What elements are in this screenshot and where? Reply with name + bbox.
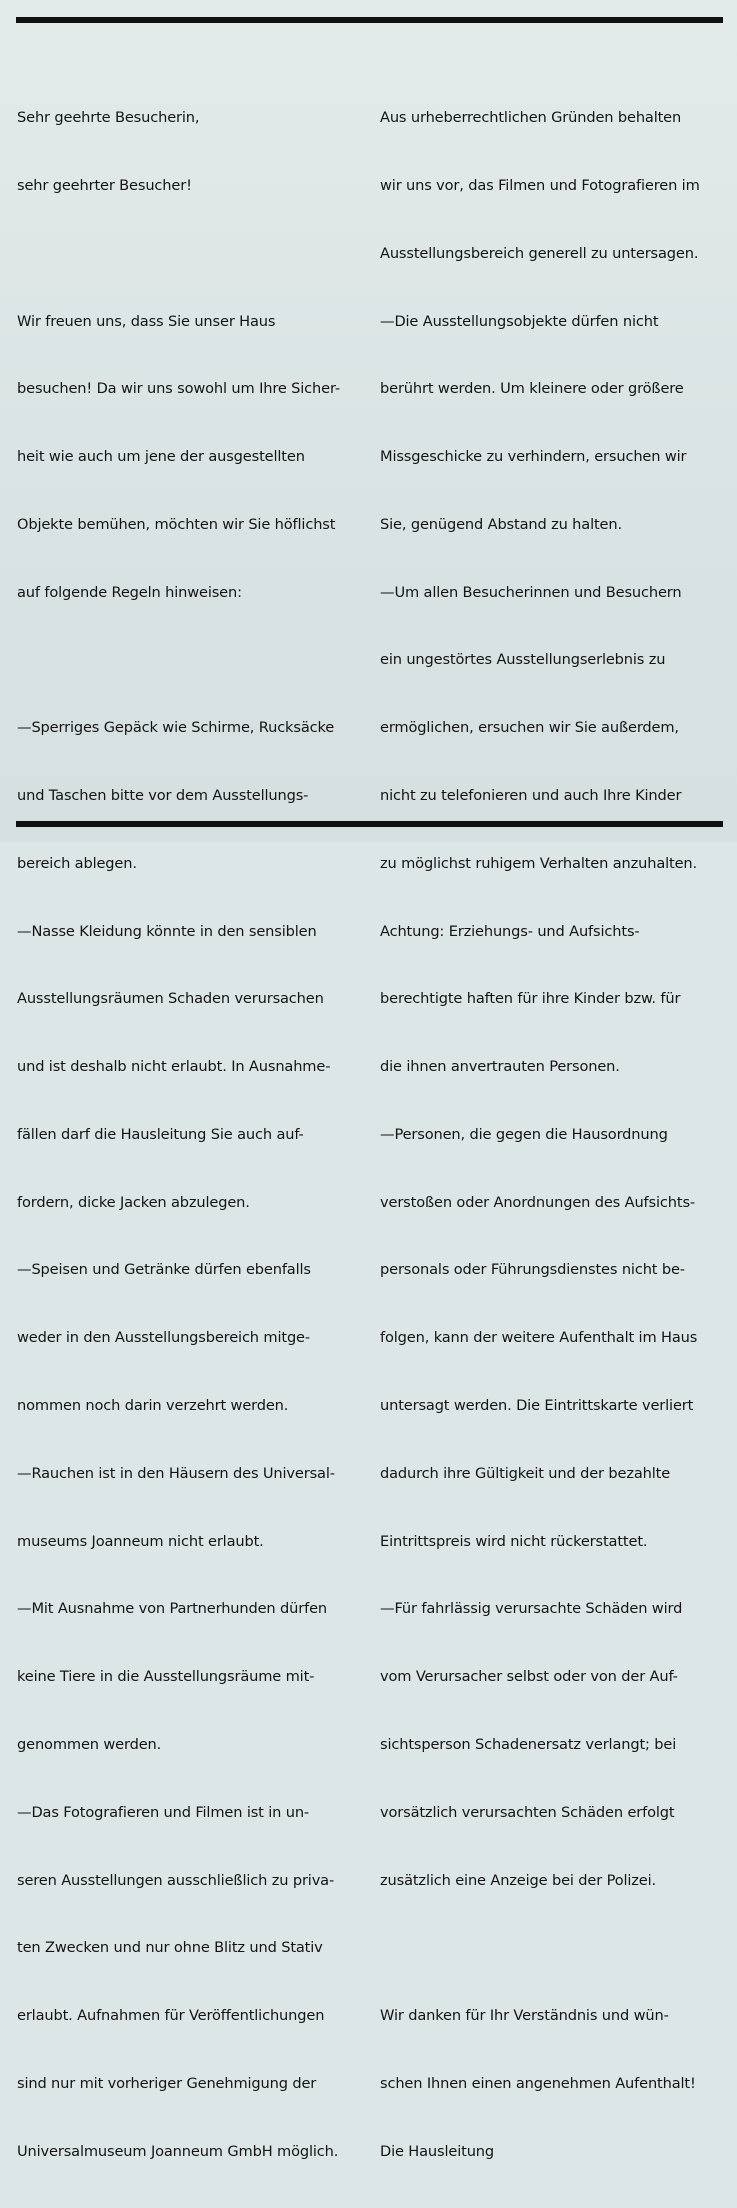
text-line: —Um allen Besucherinnen und Besuchern bbox=[380, 583, 682, 601]
text-line: auf folgende Regeln hinweisen: bbox=[17, 583, 242, 601]
top-divider bbox=[16, 17, 723, 23]
text-line bbox=[17, 649, 367, 672]
text-line: —Rauchen ist in den Häusern des Universal- bbox=[17, 1464, 335, 1482]
text-line: sichtsperson Schadenersatz verlangt; bei bbox=[380, 1735, 677, 1753]
text-line: berührt werden. Um kleinere oder größere bbox=[380, 380, 684, 398]
text-line: vom Verursacher selbst oder von der Auf- bbox=[380, 1668, 678, 1686]
text-line: Achtung: Erziehungs- und Aufsichts- bbox=[380, 922, 640, 940]
text-line: verstoßen oder Anordnungen des Aufsichts- bbox=[380, 1193, 696, 1211]
text-line: berechtigte haften für ihre Kinder bzw. für bbox=[380, 990, 681, 1008]
text-line: ein ungestörtes Ausstellungserlebnis zu bbox=[380, 651, 666, 669]
text-line: ermöglichen, ersuchen wir Sie außerdem, bbox=[380, 719, 679, 737]
text-line: Aus urheberrechtlichen Gründen behalten bbox=[380, 109, 682, 127]
text-line: dadurch ihre Gültigkeit und der bezahlte bbox=[380, 1464, 671, 1482]
text-line: folgen, kann der weitere Aufenthalt im Haus bbox=[380, 1329, 698, 1347]
text-line: und Taschen bitte vor dem Ausstellungs- bbox=[17, 787, 309, 804]
text-line: —Das Fotografieren und Filmen ist in un- bbox=[17, 1803, 310, 1821]
text-line: genommen werden. bbox=[17, 1735, 162, 1753]
text-line: keine Tiere in die Ausstellungsräume mit- bbox=[17, 1668, 315, 1686]
text-line: —Nasse Kleidung könnte in den sensiblen bbox=[17, 922, 317, 940]
text-line: vorsätzlich verursachten Schäden erfolgt bbox=[380, 1803, 675, 1821]
text-line: Ausstellungsbereich generell zu untersagen. bbox=[380, 244, 699, 262]
text-line: —Sperriges Gepäck wie Schirme, Rucksäcke bbox=[17, 719, 335, 737]
text-line: Wir danken für Ihr Verständnis und wün- bbox=[380, 2007, 669, 2025]
text-line: sind nur mit vorheriger Genehmigung der bbox=[17, 2074, 317, 2092]
text-line: nommen noch darin verzehrt werden. bbox=[17, 1397, 289, 1415]
text-line: Universalmuseum Joanneum GmbH möglich. bbox=[17, 2142, 339, 2160]
text-line: die ihnen anvertrauten Personen. bbox=[380, 1058, 620, 1076]
right-column bbox=[380, 62, 730, 2208]
text-line: heit wie auch um jene der ausgestellten bbox=[17, 448, 305, 466]
left-column bbox=[17, 62, 367, 2208]
text-line: Objekte bemühen, möchten wir Sie höflichst bbox=[17, 515, 336, 533]
text-line: ten Zwecken und nur ohne Blitz und Stativ bbox=[17, 1939, 323, 1957]
text-line: Wir freuen uns, dass Sie unser Haus bbox=[17, 312, 276, 330]
text-line: schen Ihnen einen angenehmen Aufenthalt! bbox=[380, 2074, 696, 2092]
text-line: weder in den Ausstellungsbereich mitge- bbox=[17, 1329, 311, 1347]
text-line: sehr geehrter Besucher! bbox=[17, 176, 192, 194]
text-line: —Personen, die gegen die Hausordnung bbox=[380, 1125, 668, 1143]
text-line: Sehr geehrte Besucherin, bbox=[17, 109, 200, 127]
text-line: untersagt werden. Die Eintrittskarte verliert bbox=[380, 1397, 694, 1415]
text-line: besuchen! Da wir uns sowohl um Ihre Sicher- bbox=[17, 380, 341, 398]
text-line: erlaubt. Aufnahmen für Veröffentlichungen bbox=[17, 2007, 325, 2025]
text-line: seren Ausstellungen ausschließlich zu priva- bbox=[17, 1871, 335, 1889]
text-line: Sie, genügend Abstand zu halten. bbox=[380, 515, 622, 533]
text-line: personals oder Führungsdienstes nicht be- bbox=[380, 1261, 685, 1279]
text-line: bereich ablegen. bbox=[17, 854, 137, 872]
text-line: Eintrittspreis wird nicht rückerstattet. bbox=[380, 1532, 648, 1550]
text-line: —Für fahrlässig verursachte Schäden wird bbox=[380, 1600, 683, 1618]
text-line: fällen darf die Hausleitung Sie auch auf- bbox=[17, 1125, 304, 1143]
text-line: nicht zu telefonieren und auch Ihre Kinder bbox=[380, 787, 682, 804]
text-line: fordern, dicke Jacken abzulegen. bbox=[17, 1193, 250, 1211]
text-line: Ausstellungsräumen Schaden verursachen bbox=[17, 990, 324, 1008]
text-line: —Mit Ausnahme von Partnerhunden dürfen bbox=[17, 1600, 328, 1618]
text-line bbox=[17, 243, 367, 266]
text-line: Die Hausleitung bbox=[380, 2142, 495, 2160]
text-line: museums Joanneum nicht erlaubt. bbox=[17, 1532, 264, 1550]
text-line: und ist deshalb nicht erlaubt. In Ausnahme- bbox=[17, 1058, 331, 1076]
bottom-divider bbox=[16, 821, 723, 827]
text-line: zu möglichst ruhigem Verhalten anzuhalten. bbox=[380, 854, 697, 872]
text-line: Missgeschicke zu verhindern, ersuchen wir bbox=[380, 448, 687, 466]
text-line: —Die Ausstellungsobjekte dürfen nicht bbox=[380, 312, 659, 330]
text-line bbox=[380, 1937, 730, 1960]
text-line: wir uns vor, das Filmen und Fotografieren im bbox=[380, 176, 700, 194]
text-line: zusätzlich eine Anzeige bei der Polizei. bbox=[380, 1871, 657, 1889]
text-line: —Speisen und Getränke dürfen ebenfalls bbox=[17, 1261, 311, 1279]
